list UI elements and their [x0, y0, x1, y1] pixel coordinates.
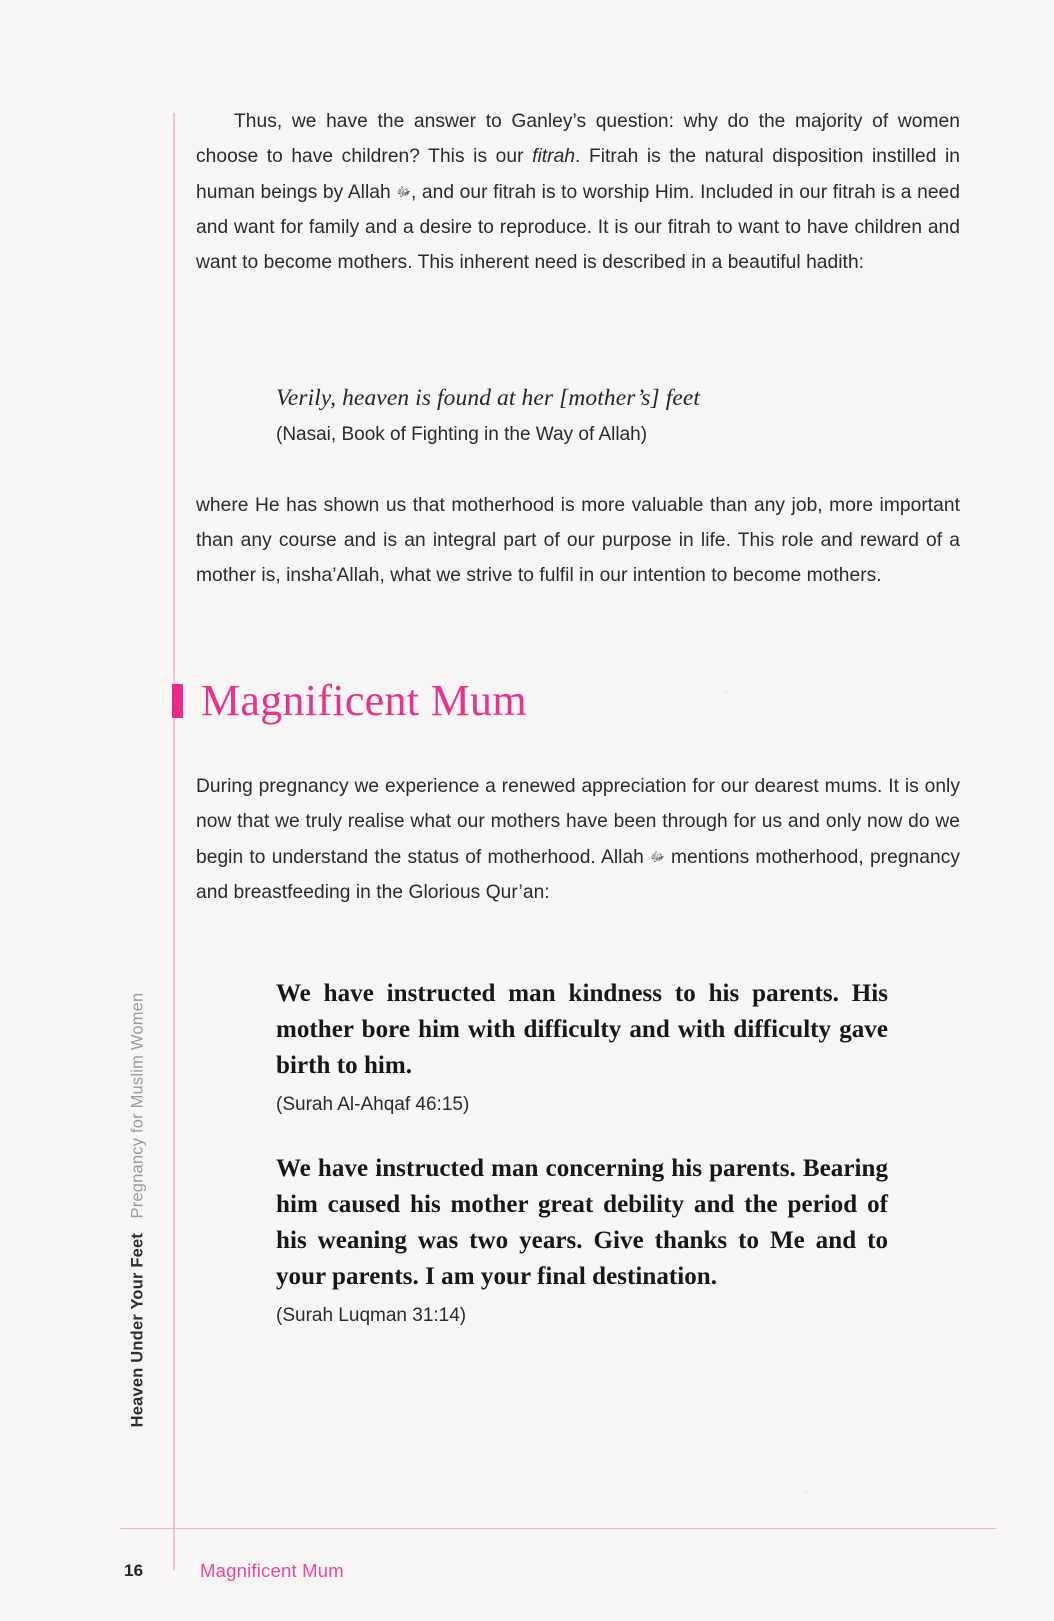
quran-quote-1-text: We have instructed man kindness to his parents. His mother bore him with difficulty and with difficulty gave birth to him. [276, 980, 888, 1079]
paragraph-3 [196, 769, 960, 910]
paragraph-1-text-b: . Fitrah is the natural disposition instilled in human beings by Allah [196, 146, 960, 203]
running-head-subtitle: Pregnancy for Muslim Women [128, 992, 147, 1219]
allah-honorific-icon: ﷻ [650, 849, 665, 864]
paragraph-2: where He has shown us that motherhood is more valuable than any job, more important than any course and is an integral part of our purpose in life. This role and reward of a mother is, insha’Allah, what we strive to fulfil in our intention to become mothers. [196, 495, 960, 586]
quran-quote-block-2 [276, 1151, 888, 1331]
quran-quote-2-text: We have instructed man concerning his parents. Bearing him caused his mother great debility and the period of his weaning was two years. Give thanks to Me and to your parents. I am your final destination. [276, 1155, 888, 1290]
section-heading [172, 676, 527, 726]
quran-quote-2-source: (Surah Luqman 31:14) [276, 1305, 467, 1326]
paragraph-3-text-a: During pregnancy we experience a renewed appreciation for our dearest mums. It is only now that we truly realise what our mothers have been through for us and only now do we begin to understand the status of motherhood. Allah [196, 776, 960, 868]
paragraph-1 [196, 104, 960, 280]
vertical-margin-rule [173, 113, 175, 1570]
scan-speck [805, 1490, 808, 1493]
heading-marker-bar [172, 684, 183, 718]
paragraph-3-text-b: mentions motherhood, pregnancy and breastfeeding in the Glorious Qur’an: [196, 847, 960, 903]
running-head [118, 950, 158, 1470]
allah-honorific-icon: ﷻ [396, 184, 412, 199]
page-number: 16 [124, 1561, 144, 1580]
footer-chapter-name: Magnificent Mum [200, 1560, 344, 1581]
quran-quote-1-source: (Surah Al-Ahqaf 46:15) [276, 1094, 470, 1115]
paragraph-1-text-c: , and our fitrah is to worship Him. Included in our fitrah is a need and want for family and a desire to reproduce. It is our fitrah to want to have children and want to become mothers. This inherent need is described in a beautiful hadith: [196, 182, 960, 273]
quran-quote-block-1 [276, 976, 888, 1120]
paragraph-1-text-a: Thus, we have the answer to Ganley’s question: why do the majority of women choose to have children? This is our [196, 111, 960, 167]
running-head-title: Heaven Under Your Feet [128, 1232, 147, 1428]
hadith-source: (Nasai, Book of Fighting in the Way of Allah) [276, 424, 648, 445]
section-heading-text: Magnificent Mum [201, 676, 527, 725]
footer-divider-rule [120, 1528, 996, 1529]
paragraph-1-italic-fitrah: fitrah [532, 146, 576, 167]
hadith-block [276, 381, 976, 450]
scan-speck [725, 690, 728, 693]
hadith-text: Verily, heaven is found at her [mother’s] feet [276, 385, 701, 411]
